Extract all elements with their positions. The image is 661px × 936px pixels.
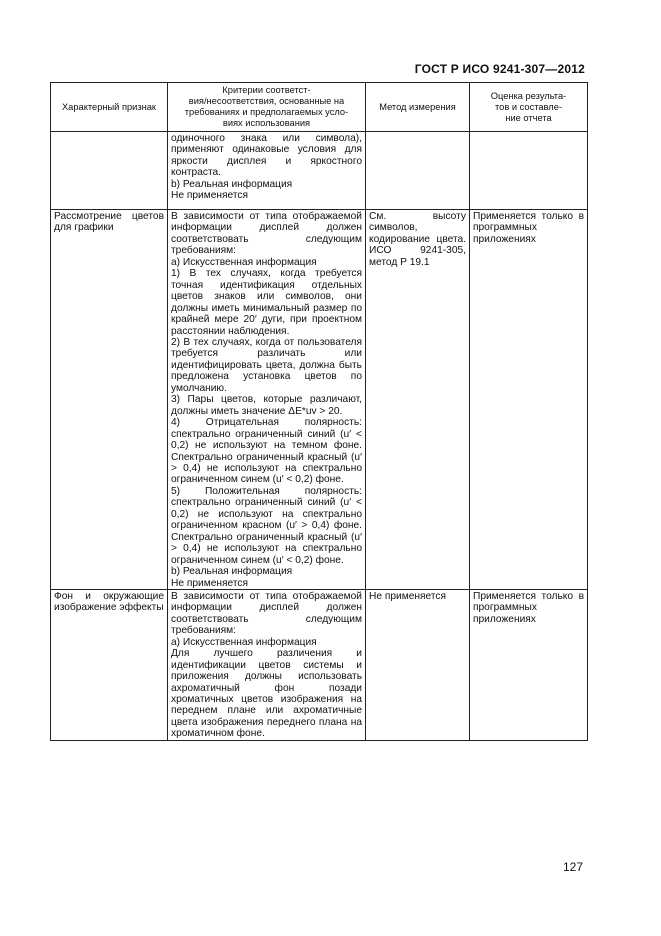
method-cell <box>366 210 470 590</box>
page-number: 127 <box>562 860 583 874</box>
method-text: Не применяется <box>369 590 447 602</box>
table-row <box>51 589 588 740</box>
table-header-row <box>51 83 588 132</box>
criteria-paragraph: b) Реальная информация <box>171 566 293 578</box>
criteria-paragraph: 3) Пары цветов, которые различают, должны иметь значение ΔE*uv > 20. <box>171 394 362 417</box>
column-header-criteria: Критерии соответст- вия/несоответствия, основанные на требованиях и предполагаемых усло- виях использования <box>168 83 366 132</box>
criteria-paragraph: Не применяется <box>171 190 249 202</box>
standard-header: ГОСТ Р ИСО 9241-307—2012 <box>414 62 585 76</box>
assessment-cell <box>470 589 588 740</box>
table-row <box>51 210 588 590</box>
assessment-text: Применяется только в программных приложениях <box>473 590 584 625</box>
table-row <box>51 132 588 210</box>
criteria-cell <box>168 210 366 590</box>
criteria-paragraph: Не применяется <box>171 577 249 589</box>
criteria-paragraph: b) Реальная информация <box>171 178 293 190</box>
criteria-paragraph: 2) В тех случаях, когда от пользователя требуется различать или идентифицировать цвета, должна быть предложена установка цветов по умолчанию. <box>171 336 362 394</box>
feature-text: Рассмотрение цветов для графики <box>54 211 164 234</box>
feature-cell <box>51 210 168 590</box>
column-header-assessment: Оценка результа- тов и составле- ние отчета <box>470 83 588 132</box>
criteria-paragraph: одиночного знака или символа), применяют одинаковые условия для яркости дисплея и яркостного контраста. <box>171 133 362 179</box>
criteria-paragraph: a) Искусственная информация <box>171 256 317 268</box>
method-text: См. высоту символов, кодирование цвета. ИСО 9241-305, метод Р 19.1 <box>369 211 466 268</box>
criteria-paragraph: Для лучшего различения и идентификации цветов системы и приложения должны использовать ахроматичный фон позади хроматичных цветов изображения на переднем плане или ахроматичные цвета изображения переднего плана на хроматичном фоне. <box>171 648 362 740</box>
assessment-cell <box>470 210 588 590</box>
method-cell <box>366 132 470 210</box>
method-cell <box>366 589 470 740</box>
criteria-cell <box>168 589 366 740</box>
feature-cell <box>51 589 168 740</box>
assessment-cell <box>470 132 588 210</box>
criteria-paragraph: 1) В тех случаях, когда требуется точная идентификация отдельных цветов знаков или символов, они должны иметь минимальный размер по крайней мере 20′ дуги, при проектном расстоянии наблюдения. <box>171 268 362 337</box>
criteria-paragraph: a) Искусственная информация <box>171 636 317 648</box>
criteria-paragraph: 5) Положительная полярность: спектрально ограниченный синий (u′ < 0,2) не используют на спектрально ограниченном красном (u′ > 0,4) фоне. Спектрально ограниченный красный (u′ > 0,4) не используют на спектрально ограниченном синем (u′ < 0,2) фоне. <box>171 485 362 566</box>
feature-text: Фон и окружающие изображение эффекты <box>54 590 164 614</box>
criteria-cell <box>168 132 366 210</box>
criteria-paragraph: В зависимости от типа отображаемой информации дисплей должен соответствовать следующим требованиям: <box>171 211 362 257</box>
assessment-text: Применяется только в программных приложениях <box>473 211 584 245</box>
criteria-paragraph: В зависимости от типа отображаемой информации дисплей должен соответствовать следующим требованиям: <box>171 590 362 637</box>
spec-table <box>50 82 588 741</box>
column-header-method: Метод измерения <box>366 83 470 132</box>
criteria-paragraph: 4) Отрицательная полярность: спектрально ограниченный синий (u′ < 0,2) не используют на темном фоне. Спектрально ограниченный красный (u′ > 0,4) не используют на спектрально ограниченном синем (u′ < 0,2) фоне. <box>171 417 362 486</box>
column-header-feature: Характерный признак <box>51 83 168 132</box>
feature-cell <box>51 132 168 210</box>
